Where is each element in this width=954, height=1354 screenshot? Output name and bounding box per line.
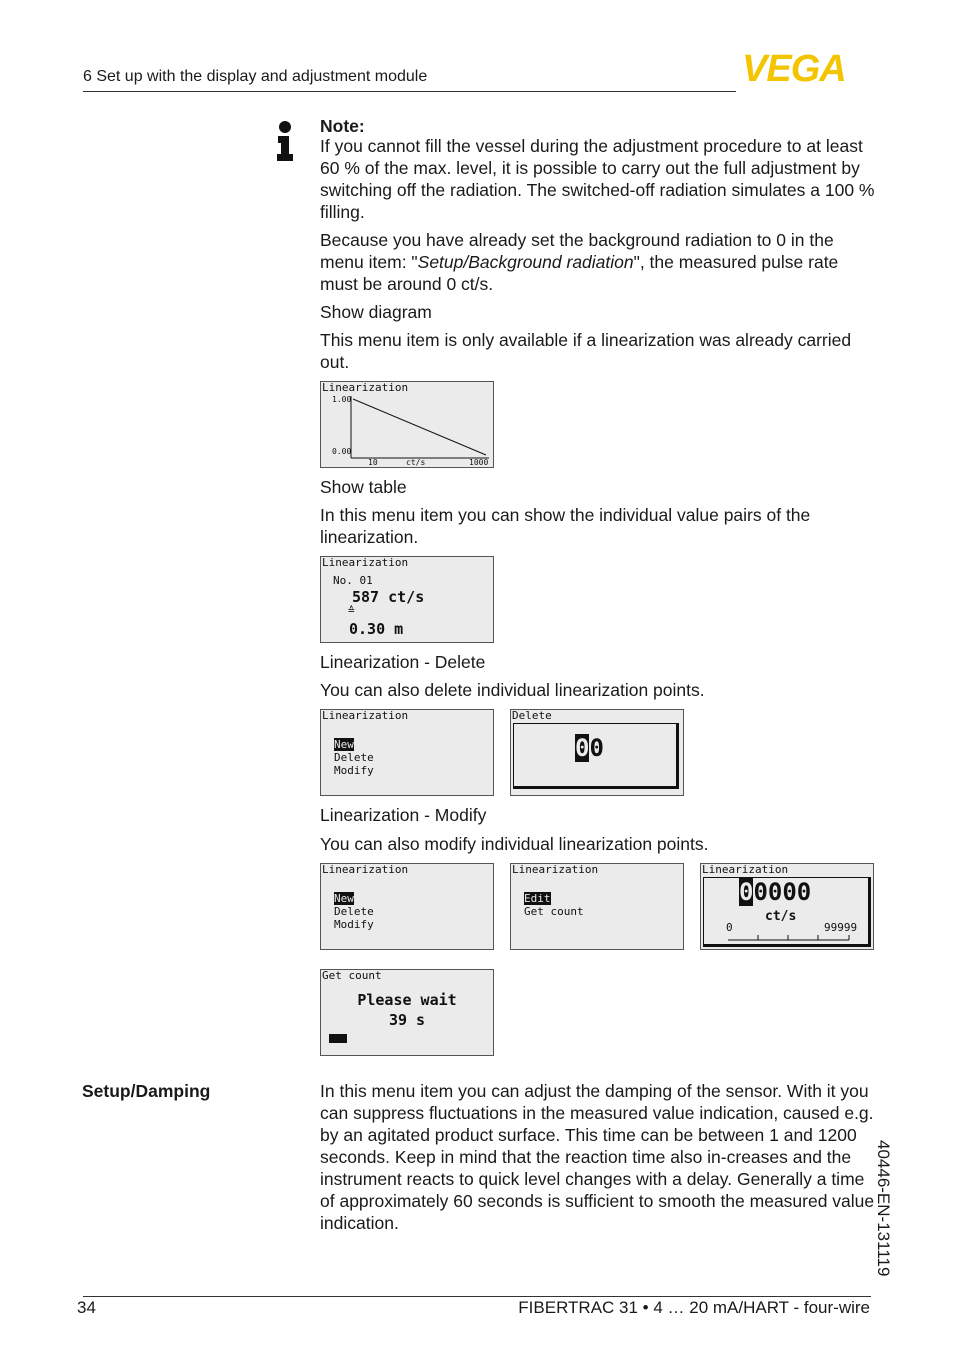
delete-value[interactable]: 00 [575, 734, 604, 762]
menu-item-delete[interactable]: Delete [334, 905, 374, 918]
svg-text:VEGA: VEGA [742, 50, 846, 84]
get-count-screen [320, 969, 494, 1056]
please-wait-text: Please wait [357, 991, 457, 1009]
menu-item-modify[interactable]: Modify [334, 918, 374, 931]
diagram-screen [320, 381, 494, 468]
damping-text: In this menu item you can adjust the damping of the sensor. With it you can suppress fluctuations in the measured value indication, caused e.g. by an agitated product surface. This time can be between 1 and 1200 seconds. Keep in mind that the reaction time also in-creases and the instrument reacts to quick level changes with a delay. Generally a time of approximately 60 seconds is sufficient to smooth the measured value indication. [320, 1081, 875, 1233]
linearization-graph [321, 382, 493, 467]
x-right-label: 1000 [469, 458, 489, 467]
modify-menu-screen [320, 863, 494, 950]
menu-item-new[interactable]: New [334, 738, 354, 751]
value-scale [701, 864, 873, 949]
screen-title: Linearization [322, 381, 409, 394]
equivalence-sign: ≙ [348, 604, 355, 617]
page-number: 34 [77, 1298, 96, 1317]
show-diagram-text: This menu item is only available if a linearization was already carried out. [320, 330, 852, 372]
y-bottom-label: 0.00 [332, 447, 352, 456]
info-icon [275, 120, 295, 162]
point-number: No. 01 [333, 574, 373, 587]
countdown-text: 39 s [388, 1011, 426, 1029]
y-top-label: 1.00 [332, 395, 352, 404]
menu-item-delete[interactable]: Delete [334, 751, 374, 764]
menu-item-modify[interactable]: Modify [334, 764, 374, 777]
level-value: 0.30 m [349, 620, 404, 638]
x-unit-label: ct/s [406, 458, 426, 467]
background-paragraph: Because you have already set the background radiation to 0 in the menu item: "Setup/Background radiation", the measured pulse rate must be around 0 ct/s. [320, 230, 839, 294]
delete-screen [510, 709, 684, 796]
show-table-text: In this menu item you can show the individual value pairs of the linearization. [320, 505, 811, 547]
document-code: 40446-EN-131119 [874, 1140, 893, 1277]
vega-logo [742, 50, 874, 84]
screen-title: Linearization [322, 556, 409, 569]
value-edit-screen [700, 863, 874, 950]
lin-modify-heading: Linearization - Modify [320, 805, 487, 825]
pulse-rate: 587 ct/s [352, 588, 425, 606]
lin-delete-text: You can also delete individual linearization points. [320, 680, 705, 700]
menu-item-edit[interactable]: Edit [524, 892, 551, 905]
screen-title: Linearization [512, 863, 599, 876]
edit-menu-screen [510, 863, 684, 950]
screen-title: Delete [512, 709, 552, 722]
scale-max: 99999 [824, 921, 858, 934]
footer-rule [83, 1296, 871, 1297]
scale-min: 0 [726, 921, 733, 934]
screen-title: Get count [322, 969, 382, 982]
note-title: Note: [320, 116, 365, 136]
lin-modify-text: You can also modify individual linearization points. [320, 834, 709, 854]
count-value[interactable]: 00000 [739, 878, 812, 906]
damping-label: Setup/Damping [82, 1081, 211, 1101]
product-name: FIBERTRAC 31 • 4 … 20 mA/HART - four-wire [518, 1298, 870, 1317]
screen-title: Linearization [702, 863, 789, 876]
lin-delete-heading: Linearization - Delete [320, 652, 486, 672]
progress-bar [329, 1034, 347, 1043]
header-rule [83, 91, 736, 92]
x-left-label: 10 [368, 458, 378, 467]
table-screen [320, 556, 494, 643]
note-text: If you cannot fill the vessel during the adjustment procedure to at least 60 % of the max. level, it is possible to carry out the full adjustment by switching off the radiation. The switched-off radiation simulates a 100 % filling. [320, 136, 875, 222]
menu-item-get-count[interactable]: Get count [524, 905, 584, 918]
show-table-heading: Show table [320, 477, 407, 497]
screen-title: Linearization [322, 709, 409, 722]
show-diagram-heading: Show diagram [320, 302, 432, 322]
menu-item-new[interactable]: New [334, 892, 354, 905]
screen-title: Linearization [322, 863, 409, 876]
lin-menu-screen [320, 709, 494, 796]
count-unit: ct/s [765, 909, 797, 924]
header-section-title: 6 Set up with the display and adjustment module [83, 68, 428, 85]
